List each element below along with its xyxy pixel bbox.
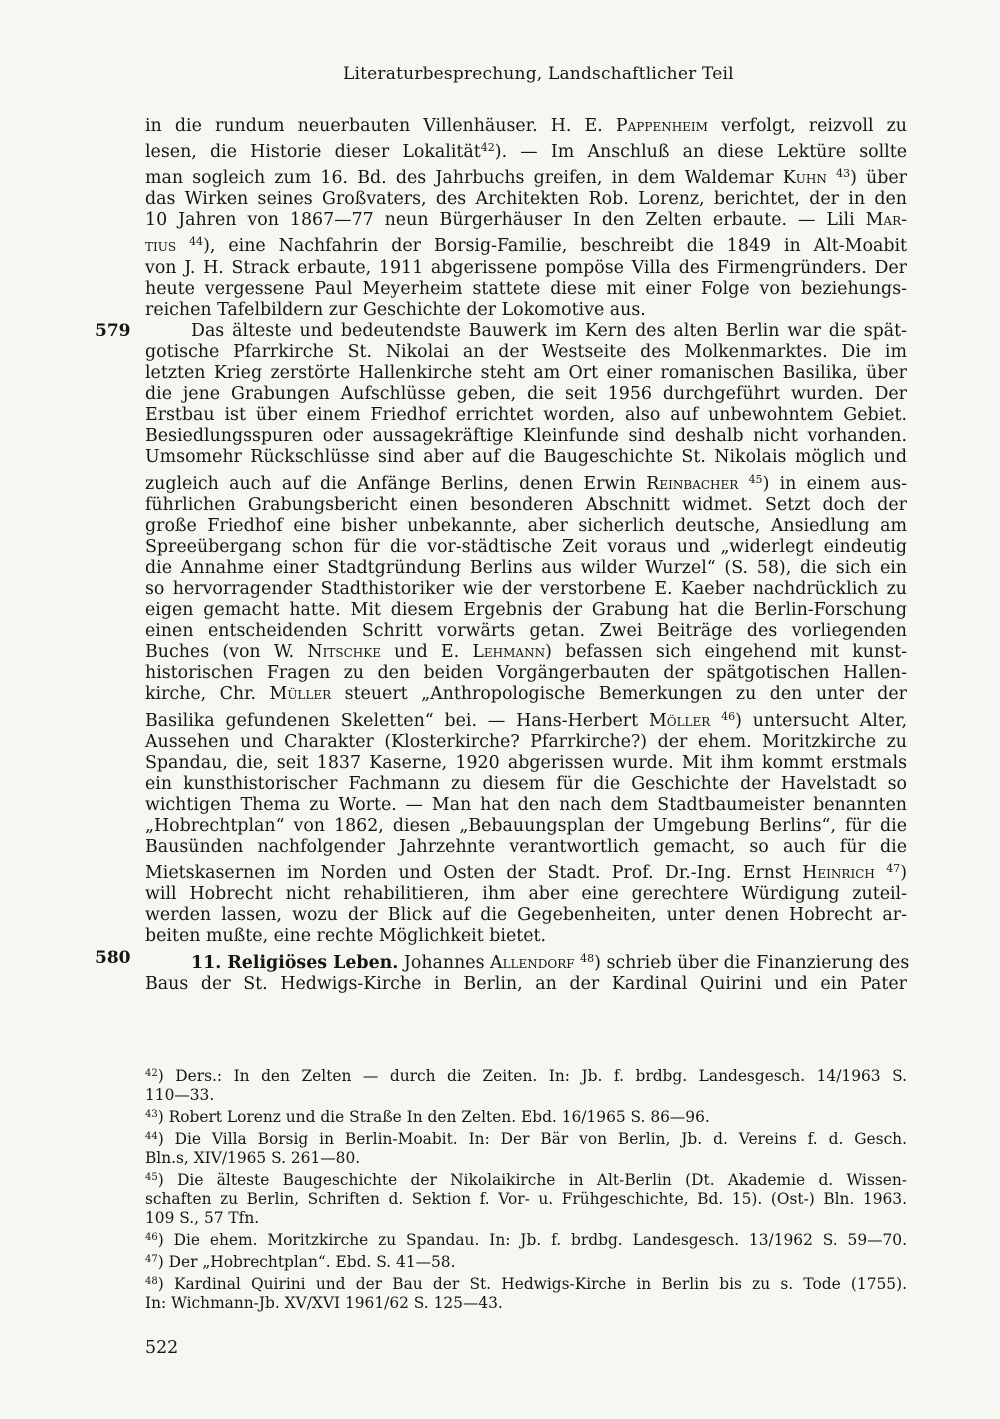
text-line: 10 Jahren von 1867—77 neun Bürgerhäuser In den Zelten erbaute. — Lili Mar- [145, 210, 907, 231]
footnote-line: 109 S., 57 Tfn. [145, 1209, 260, 1227]
body-text [95, 116, 910, 995]
author-name: Kuhn [782, 168, 827, 189]
footnote-ref: 42 [480, 141, 495, 155]
author-name: Heinrich [802, 863, 875, 884]
author-name: Nitschke [307, 642, 381, 663]
text-line: Mietskasernen im Norden und Osten der Stadt. Prof. Dr.-Ing. Ernst Heinrich $^{47}$) [145, 862, 907, 884]
author-name: Pappenheim [615, 116, 708, 136]
text-line: in die rundum neuerbauten Villenhäuser. H. E. Pappenheim verfolgt, reizvoll zu [145, 116, 907, 136]
text-line: führlichen Grabungsbericht einen besonderen Abschnitt widmet. Setzt doch der [145, 494, 907, 515]
page-number: 522 [145, 1338, 179, 1358]
section-heading: 11. Religiöses Leben. [191, 952, 399, 973]
author-name: Reinbacher [646, 473, 739, 494]
text-line: heute vergessene Paul Meyerheim stattete diese mit einer Folge von beziehungs- [145, 278, 907, 299]
footnote-45: $^{45}$) Die älteste Baugeschichte der Nikolaikirche in Alt-Berlin (Dt. Akademie d. Wissen- [145, 1171, 907, 1189]
footnote-line: Bln.s, XIV/1965 S. 261—80. [145, 1149, 361, 1167]
text-line: gotische Pfarrkirche St. Nikolai an der Westseite des Molkenmarktes. Die im [145, 341, 907, 362]
text-line: Basilika gefundenen Skeletten“ bei. — Hans-Herbert Möller $^{46}$) untersucht Alter, [145, 709, 907, 731]
text-line: von J. H. Strack erbaute, 1911 abgerissene pompöse Villa des Firmengründers. Der [145, 257, 907, 278]
footnote-ref: 46 [721, 709, 736, 723]
footnote-ref: 44 [189, 235, 204, 249]
text-line: das Wirken seines Großvaters, des Architekten Rob. Lorenz, berichtet, der in den [145, 189, 907, 210]
text-line: eigen gemacht hatte. Mit diesem Ergebnis der Grabung hat die Berlin-Forschung [145, 600, 907, 621]
text-line: Spandau, die, seit 1837 Kaserne, 1920 abgerissen wurde. Mit ihm kommt erstmals [145, 752, 907, 773]
text-line: 579 Das älteste und bedeutendste Bauwerk im Kern des alten Berlin war die spät- [95, 320, 907, 341]
footnotes [145, 1064, 907, 1313]
text-line: so hervorragender Stadthistoriker wie der verstorbene E. Kaeber nachdrücklich zu [145, 578, 907, 599]
text-line: zugleich auch auf die Anfänge Berlins, denen Erwin Reinbacher $^{45}$) in einem aus- [145, 472, 907, 494]
text-line: tius $^{44}$), eine Nachfahrin der Borsig-Familie, beschreibt die 1849 in Alt-Moabit [145, 235, 907, 257]
text-line: ein kunsthistorischer Fachmann zu diesem für die Geschichte der Havelstadt so [145, 773, 907, 794]
footnote-line: In: Wichmann-Jb. XV/XVI 1961/62 S. 125—43. [145, 1294, 503, 1312]
text-line: lesen, die Historie dieser Lokalität$^{42}$). — Im Anschluß an diese Lektüre sollte [145, 141, 907, 163]
footnote-line: 110—33. [145, 1086, 215, 1104]
text-line: die Annahme einer Stadtgründung Berlins aus wilder Wurzel“ (S. 58), die sich ein [145, 557, 907, 578]
text-line: einen entscheidenden Schritt vorwärts getan. Zwei Beiträge des vorliegenden [145, 621, 907, 642]
text-line: Erstbau ist über einem Friedhof errichtet worden, also auf unbewohntem Gebiet. [145, 405, 907, 426]
text-line: 580 11. Religiöses Leben. Johannes Allendorf $^{48}$) schrieb über die Finanzierung des [95, 947, 910, 973]
text-line: man sogleich zum 16. Bd. des Jahrbuchs greifen, in dem Waldemar Kuhn $^{43}$) über [145, 167, 907, 189]
text-line: Baus der St. Hedwigs-Kirche in Berlin, an der Kardinal Quirini und ein Pater [145, 973, 907, 994]
margin-number: 580 [95, 947, 131, 968]
footnote-ref: 45 [748, 472, 763, 486]
author-name: Müller [269, 684, 332, 705]
footnote-ref: 48 [580, 951, 595, 965]
text-line: Umsomehr Rückschlüsse sind aber auf die Baugeschichte St. Nikolais möglich und [145, 447, 907, 468]
footnote-42: $^{42}$) Ders.: In den Zelten — durch die Zeiten. In: Jb. f. brdbg. Landesgesch. 14/1963 S. [145, 1067, 907, 1085]
text-line: werden lassen, wozu der Blick auf die Gegebenheiten, unter denen Hobrecht ar- [145, 905, 907, 926]
text-line: wichtigen Thema zu Worte. — Man hat den nach dem Stadtbaumeister benannten [145, 794, 907, 815]
text-line: Besiedlungsspuren oder aussagekräftige Kleinfunde sind deshalb nicht vorhanden. [145, 426, 907, 447]
author-name: Lehmann [472, 642, 546, 663]
text-line: Bausünden nachfolgender Jahrzehnte verantwortlich gemacht, so auch für die [145, 837, 907, 858]
footnote-48: $^{48}$) Kardinal Quirini und der Bau der St. Hedwigs-Kirche in Berlin bis zu s. Tode (1755). [145, 1275, 907, 1293]
text-line: die jene Grabungen Aufschlüsse geben, die seit 1956 durchgeführt wurden. Der [145, 384, 907, 405]
footnote-47: $^{47}$) Der „Hobrechtplan“. Ebd. S. 41—58. [145, 1253, 456, 1271]
text-line: kirche, Chr. Müller steuert „Anthropologische Bemerkungen zu den unter der [145, 684, 907, 705]
text-line: Aussehen und Charakter (Klosterkirche? Pfarrkirche?) der ehem. Moritzkirche zu [145, 731, 907, 752]
text-line: Buches (von W. Nitschke und E. Lehmann) befassen sich eingehend mit kunst- [145, 642, 907, 663]
author-name: Allendorf [490, 952, 575, 973]
text-line: beiten mußte, eine rechte Möglichkeit bietet. [145, 926, 547, 947]
footnote-ref: 43 [836, 167, 851, 181]
footnote-44: $^{44}$) Die Villa Borsig in Berlin-Moabit. In: Der Bär von Berlin, Jb. d. Vereins f. d. Gesch. [145, 1130, 907, 1148]
footnote-43: $^{43}$) Robert Lorenz und die Straße In den Zelten. Ebd. 16/1965 S. 86—96. [145, 1108, 710, 1126]
text-line: will Hobrecht nicht rehabilitieren, ihm aber eine gerechtere Würdigung zuteil- [145, 884, 907, 905]
running-head: Literaturbesprechung, Landschaftlicher Teil [343, 64, 734, 84]
footnote-ref: 47 [886, 862, 901, 876]
author-name: Mar- [865, 210, 907, 231]
text-line: historischen Fragen zu den beiden Vorgängerbauten der spätgotischen Hallen- [145, 663, 907, 684]
author-name: tius [145, 236, 177, 257]
text-line: letzten Krieg zerstörte Hallenkirche steht am Ort einer romanischen Basilika, über [145, 363, 907, 384]
footnote-line: schaften zu Berlin, Schriften d. Sektion f. Vor- u. Frühgeschichte, Bd. 15). (Ost-) Bln. 1963. [145, 1190, 907, 1208]
text-line: große Friedhof eine bisher unbekannte, aber sicherlich deutsche, Ansiedlung am [145, 515, 907, 536]
margin-number: 579 [95, 320, 131, 341]
author-name: Möller [648, 710, 711, 731]
text-line: „Hobrechtplan“ von 1862, diesen „Bebauungsplan der Umgebung Berlins“, für die [145, 816, 907, 836]
footnote-46: $^{46}$) Die ehem. Moritzkirche zu Spandau. In: Jb. f. brdbg. Landesgesch. 13/1962 S. 59—70. [145, 1231, 907, 1249]
text-line: Spreeübergang schon für die vor-städtische Zeit voraus und „widerlegt eindeutig [145, 536, 907, 557]
text-line: reichen Tafelbildern zur Geschichte der Lokomotive aus. [145, 299, 646, 320]
